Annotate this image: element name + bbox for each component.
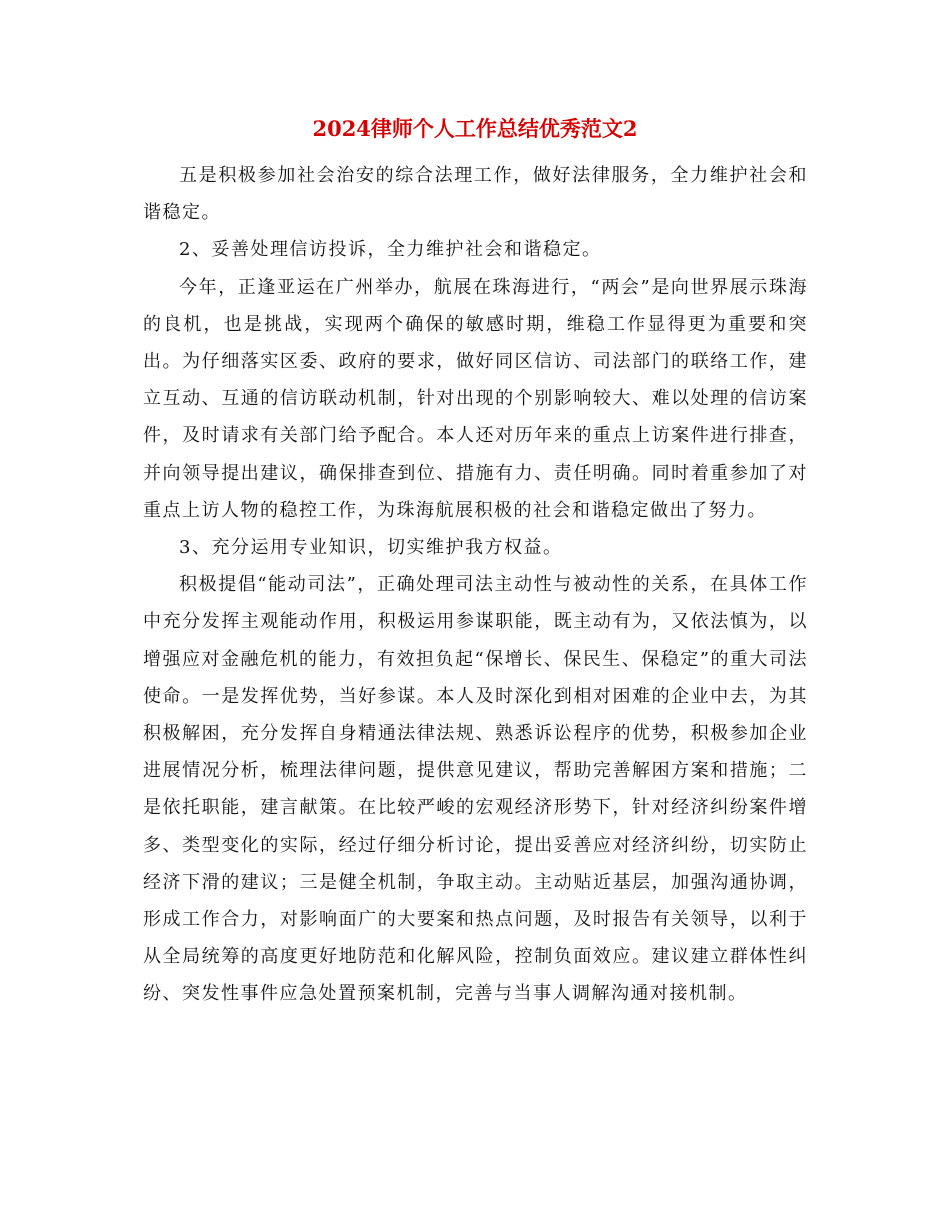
paragraph-petition-work: 今年，正逢亚运在广州举办，航展在珠海进行，“两会”是向世界展示珠海的良机，也是挑战，实现两个确保的敏感时期，维稳工作显得更为重要和突出。为仔细落实区委、政府的要求，做好同区信访、司法部门的联络工作，建立互动、互通的信访联动机制，针对出现的个别影响较大、难以处理的信访案件，及时请求有关部门给予配合。本人还对历年来的重点上访案件进行排查，并向领导提出建议，确保排查到位、措施有力、责任明确。同时着重参加了对重点上访人物的稳控工作，为珠海航展积极的社会和谐稳定做出了努力。 [143, 276, 808, 521]
section-heading-3: 3、充分运用专业知识，切实维护我方权益。 [179, 537, 563, 559]
document-body [143, 157, 808, 1013]
paragraph-item-5: 五是积极参加社会治安的综合法理工作，做好法律服务，全力维护社会和谐稳定。 [143, 165, 808, 224]
paragraph-active-justice: 积极提倡“能动司法”，正确处理司法主动性与被动性的关系，在具体工作中充分发挥主观能动作用，积极运用参谋职能，既主动有为，又依法慎为，以增强应对金融危机的能力，有效担负起“保增长、保民生、保稳定”的重大司法使命。一是发挥优势，当好参谋。本人及时深化到相对困难的企业中去，为其积极解困，充分发挥自身精通法律法规、熟悉诉讼程序的优势，积极参加企业进展情况分析，梳理法律问题，提供意见建议，帮助完善解困方案和措施；二是依托职能，建言献策。在比较严峻的宏观经济形势下，针对经济纠纷案件增多、类型变化的实际，经过仔细分析讨论，提出妥善应对经济纠纷，切实防止经济下滑的建议；三是健全机制，争取主动。主动贴近基层，加强沟通协调，形成工作合力，对影响面广的大要案和热点问题，及时报告有关领导，以利于从全局统筹的高度更好地防范和化解风险，控制负面效应。建议建立群体性纠纷、突发性事件应急处置预案机制，完善与当事人调解沟通对接机制。 [143, 574, 808, 1005]
section-heading-2: 2、妥善处理信访投诉，全力维护社会和谐稳定。 [179, 239, 602, 261]
document-title: 2024律师个人工作总结优秀范文2 [312, 116, 638, 141]
